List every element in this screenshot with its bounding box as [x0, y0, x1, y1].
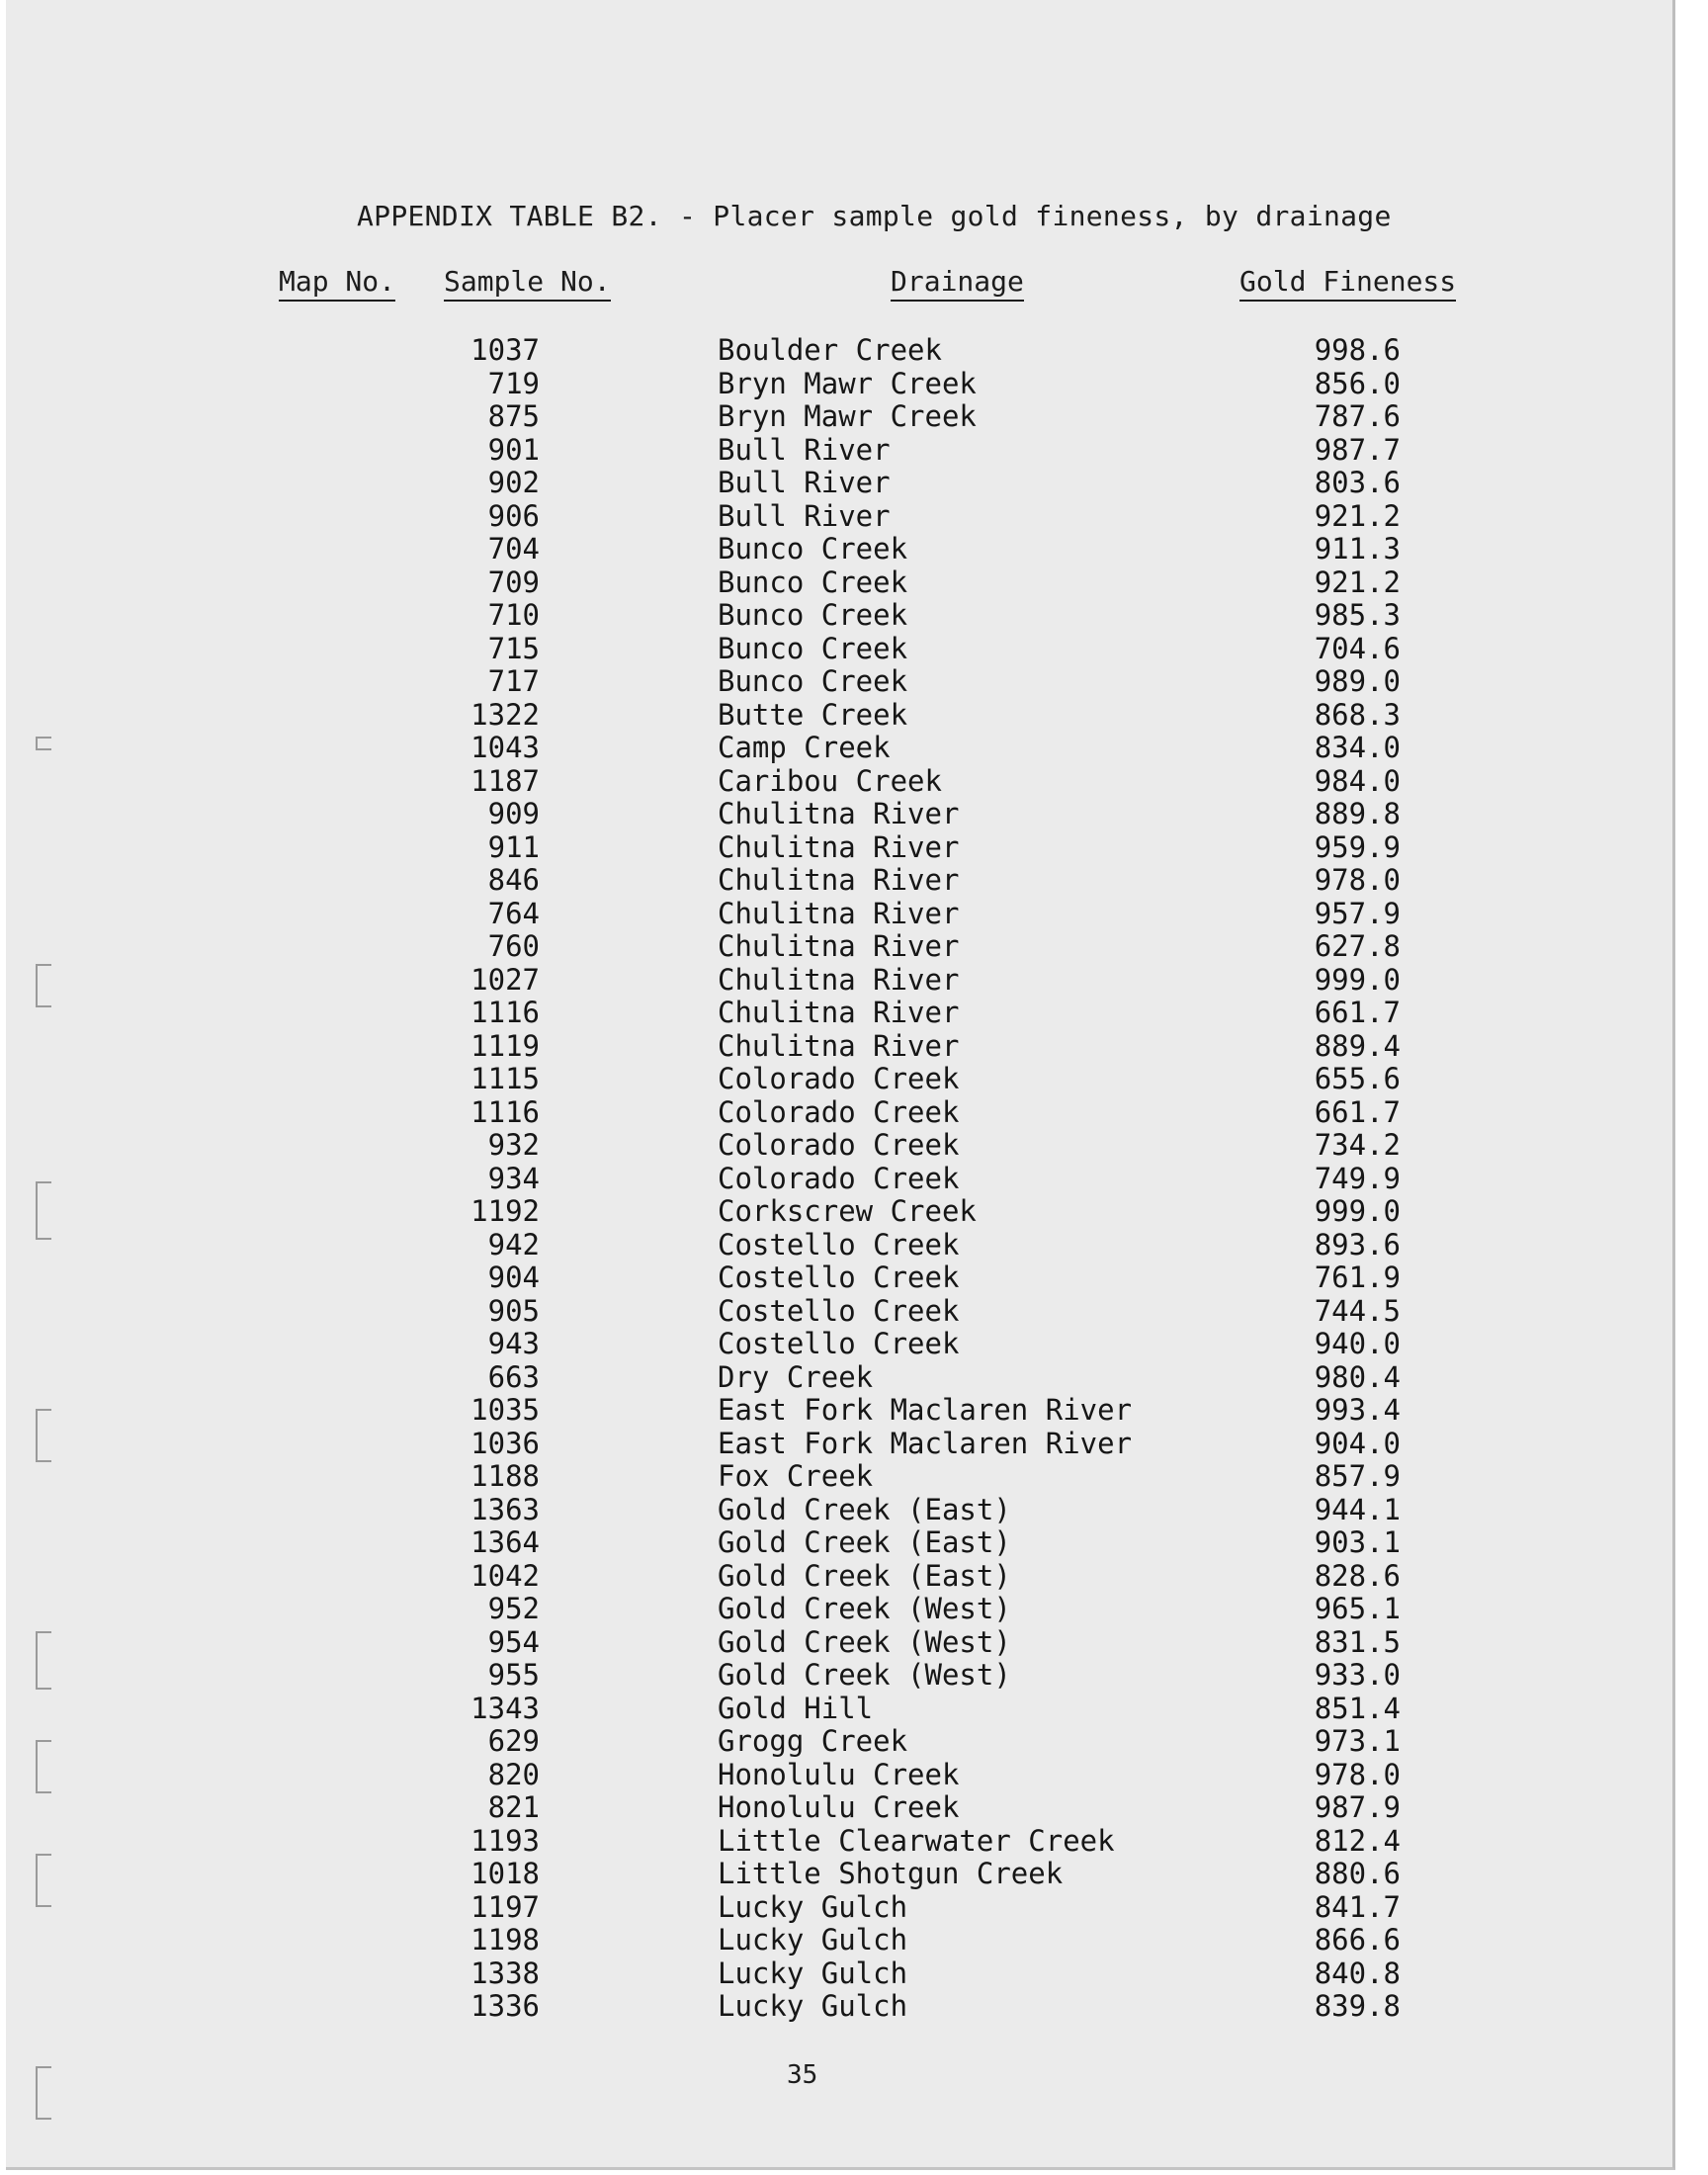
sample-number-cell: 1036: [470, 1426, 540, 1460]
gold-fineness-cell: 933.0: [1314, 1658, 1401, 1692]
drainage-cell: Honolulu Creek: [718, 1757, 960, 1791]
table-row: [6, 533, 1672, 566]
drainage-cell: Colorado Creek: [718, 1094, 960, 1129]
table-row: [6, 1891, 1672, 1925]
gold-fineness-cell: 839.8: [1314, 1989, 1401, 2023]
table-row: [6, 699, 1672, 733]
table-row: [6, 1195, 1672, 1229]
gold-fineness-cell: 984.0: [1314, 763, 1401, 798]
sample-number-cell: 955: [487, 1658, 540, 1692]
drainage-cell: Bryn Mawr Creek: [718, 366, 977, 400]
drainage-cell: Lucky Gulch: [718, 1989, 908, 2023]
sample-number-cell: 1119: [470, 1028, 540, 1063]
sample-number-cell: 1027: [470, 962, 540, 997]
gold-fineness-cell: 965.1: [1314, 1592, 1401, 1625]
binder-mark: [36, 1409, 51, 1462]
gold-fineness-cell: 999.0: [1314, 962, 1401, 997]
drainage-cell: Bryn Mawr Creek: [718, 399, 977, 433]
sample-number-cell: 1336: [470, 1989, 540, 2023]
table-row: [6, 1626, 1672, 1660]
sample-number-cell: 1043: [470, 731, 540, 764]
gold-fineness-cell: 973.1: [1314, 1724, 1401, 1758]
sample-number-cell: 943: [487, 1327, 540, 1360]
drainage-cell: Grogg Creek: [718, 1724, 908, 1758]
sample-number-cell: 904: [487, 1261, 540, 1294]
drainage-cell: Colorado Creek: [718, 1128, 960, 1162]
sample-number-cell: 760: [487, 929, 540, 963]
drainage-cell: Bunco Creek: [718, 664, 908, 698]
drainage-cell: Gold Creek (East): [718, 1525, 1011, 1559]
drainage-cell: Lucky Gulch: [718, 1923, 908, 1957]
gold-fineness-cell: 893.6: [1314, 1227, 1401, 1262]
drainage-cell: East Fork Maclaren River: [718, 1426, 1133, 1460]
table-row: [6, 1693, 1672, 1726]
table-row: [6, 1229, 1672, 1262]
sample-number-cell: 1192: [470, 1194, 540, 1228]
gold-fineness-cell: 980.4: [1314, 1359, 1401, 1394]
drainage-cell: Gold Hill: [718, 1691, 874, 1725]
table-row: [6, 566, 1672, 600]
gold-fineness-cell: 661.7: [1314, 1094, 1401, 1129]
table-row: [6, 798, 1672, 831]
table-title: APPENDIX TABLE B2. - Placer sample gold fineness, by drainage: [357, 200, 1392, 232]
table-row: [6, 334, 1672, 368]
table-row: [6, 1858, 1672, 1891]
sample-number-cell: 942: [487, 1227, 540, 1262]
drainage-cell: Chulitna River: [718, 929, 960, 963]
sample-number-cell: 663: [487, 1359, 540, 1394]
table-row: [6, 400, 1672, 434]
binder-mark: [36, 964, 51, 1007]
drainage-cell: Caribou Creek: [718, 763, 942, 798]
gold-fineness-cell: 903.1: [1314, 1525, 1401, 1559]
drainage-cell: Bull River: [718, 498, 891, 533]
sample-number-cell: 909: [487, 797, 540, 830]
gold-fineness-cell: 911.3: [1314, 532, 1401, 566]
gold-fineness-cell: 857.9: [1314, 1459, 1401, 1493]
gold-fineness-cell: 868.3: [1314, 697, 1401, 732]
gold-fineness-cell: 831.5: [1314, 1624, 1401, 1659]
drainage-cell: Costello Creek: [718, 1227, 960, 1262]
table-row: [6, 864, 1672, 898]
gold-fineness-cell: 998.6: [1314, 333, 1401, 367]
table-row: [6, 1759, 1672, 1792]
sample-number-cell: 906: [487, 498, 540, 533]
sample-number-cell: 1115: [470, 1062, 540, 1095]
sample-number-cell: 820: [487, 1757, 540, 1791]
table-row: [6, 1593, 1672, 1626]
column-header-gold-fineness: Gold Fineness: [1239, 265, 1456, 302]
gold-fineness-cell: 940.0: [1314, 1327, 1401, 1360]
drainage-cell: Bunco Creek: [718, 565, 908, 599]
table-row: [6, 633, 1672, 666]
table-row: [6, 1494, 1672, 1527]
sample-number-cell: 934: [487, 1161, 540, 1195]
sample-number-cell: 715: [487, 631, 540, 665]
drainage-cell: Gold Creek (East): [718, 1558, 1011, 1593]
sample-number-cell: 1363: [470, 1492, 540, 1526]
table-row: [6, 1825, 1672, 1859]
binder-mark: [36, 1740, 51, 1793]
gold-fineness-cell: 704.6: [1314, 631, 1401, 665]
drainage-cell: Bunco Creek: [718, 631, 908, 665]
drainage-cell: Chulitna River: [718, 996, 960, 1029]
sample-number-cell: 1197: [470, 1889, 540, 1924]
sample-number-cell: 902: [487, 466, 540, 499]
binder-mark: [36, 1181, 51, 1240]
drainage-cell: Gold Creek (East): [718, 1492, 1011, 1526]
table-row: [6, 1063, 1672, 1096]
column-header-sample-no: Sample No.: [444, 265, 611, 302]
document-page: [6, 0, 1675, 2170]
sample-number-cell: 911: [487, 829, 540, 864]
sample-number-cell: 821: [487, 1790, 540, 1824]
drainage-cell: Costello Creek: [718, 1327, 960, 1360]
sample-number-cell: 875: [487, 399, 540, 433]
drainage-cell: Costello Creek: [718, 1293, 960, 1328]
table-row: [6, 1428, 1672, 1461]
gold-fineness-cell: 828.6: [1314, 1558, 1401, 1593]
drainage-cell: Little Clearwater Creek: [718, 1823, 1115, 1858]
table-row: [6, 500, 1672, 534]
gold-fineness-cell: 627.8: [1314, 929, 1401, 963]
table-row: [6, 1129, 1672, 1163]
drainage-cell: Lucky Gulch: [718, 1889, 908, 1924]
binder-mark: [36, 737, 51, 750]
table-row: [6, 1725, 1672, 1759]
gold-fineness-cell: 734.2: [1314, 1128, 1401, 1162]
drainage-cell: Chulitna River: [718, 1028, 960, 1063]
gold-fineness-cell: 840.8: [1314, 1956, 1401, 1990]
table-row: [6, 898, 1672, 931]
gold-fineness-cell: 749.9: [1314, 1161, 1401, 1195]
sample-number-cell: 954: [487, 1624, 540, 1659]
drainage-cell: Colorado Creek: [718, 1062, 960, 1095]
table-row: [6, 1030, 1672, 1064]
table-row: [6, 665, 1672, 699]
sample-number-cell: 1116: [470, 1094, 540, 1129]
table-row: [6, 467, 1672, 500]
sample-number-cell: 846: [487, 863, 540, 897]
table-row: [6, 1262, 1672, 1295]
gold-fineness-cell: 957.9: [1314, 896, 1401, 930]
drainage-cell: Boulder Creek: [718, 333, 942, 367]
gold-fineness-cell: 978.0: [1314, 1757, 1401, 1791]
drainage-cell: Bull River: [718, 466, 891, 499]
table-row: [6, 1295, 1672, 1329]
table-row: [6, 1394, 1672, 1428]
page-number: 35: [787, 2060, 818, 2090]
gold-fineness-cell: 978.0: [1314, 863, 1401, 897]
sample-number-cell: 1343: [470, 1691, 540, 1725]
drainage-cell: Bunco Creek: [718, 598, 908, 632]
sample-number-cell: 1338: [470, 1956, 540, 1990]
gold-fineness-cell: 661.7: [1314, 996, 1401, 1029]
drainage-cell: Bunco Creek: [718, 532, 908, 566]
table-row: [6, 1990, 1672, 2024]
drainage-cell: Colorado Creek: [718, 1161, 960, 1195]
gold-fineness-cell: 803.6: [1314, 466, 1401, 499]
sample-number-cell: 704: [487, 532, 540, 566]
gold-fineness-cell: 856.0: [1314, 366, 1401, 400]
gold-fineness-cell: 761.9: [1314, 1261, 1401, 1294]
sample-number-cell: 1198: [470, 1923, 540, 1957]
table-row: [6, 368, 1672, 401]
drainage-cell: East Fork Maclaren River: [718, 1393, 1133, 1427]
column-header-drainage: Drainage: [891, 265, 1024, 302]
gold-fineness-cell: 985.3: [1314, 598, 1401, 632]
binder-mark: [36, 2066, 51, 2120]
sample-number-cell: 717: [487, 664, 540, 698]
table-row: [6, 599, 1672, 633]
sample-number-cell: 719: [487, 366, 540, 400]
drainage-cell: Corkscrew Creek: [718, 1194, 977, 1228]
drainage-cell: Gold Creek (West): [718, 1658, 1011, 1692]
table-body: [6, 334, 1672, 2024]
gold-fineness-cell: 987.9: [1314, 1790, 1401, 1824]
sample-number-cell: 1035: [470, 1393, 540, 1427]
drainage-cell: Camp Creek: [718, 731, 891, 764]
gold-fineness-cell: 921.2: [1314, 498, 1401, 533]
column-header-map-no: Map No.: [279, 265, 395, 302]
drainage-cell: Bull River: [718, 432, 891, 467]
table-row: [6, 1958, 1672, 1991]
gold-fineness-cell: 880.6: [1314, 1857, 1401, 1890]
gold-fineness-cell: 959.9: [1314, 829, 1401, 864]
sample-number-cell: 1188: [470, 1459, 540, 1493]
drainage-cell: Chulitna River: [718, 863, 960, 897]
table-row: [6, 831, 1672, 865]
binder-mark: [36, 1854, 51, 1907]
table-row: [6, 1096, 1672, 1130]
gold-fineness-cell: 866.6: [1314, 1923, 1401, 1957]
drainage-cell: Chulitna River: [718, 962, 960, 997]
table-row: [6, 1163, 1672, 1196]
gold-fineness-cell: 787.6: [1314, 399, 1401, 433]
sample-number-cell: 1187: [470, 763, 540, 798]
sample-number-cell: 1193: [470, 1823, 540, 1858]
sample-number-cell: 1116: [470, 996, 540, 1029]
table-row: [6, 964, 1672, 998]
table-row: [6, 1560, 1672, 1594]
drainage-cell: Fox Creek: [718, 1459, 874, 1493]
drainage-cell: Gold Creek (West): [718, 1592, 1011, 1625]
gold-fineness-cell: 889.8: [1314, 797, 1401, 830]
gold-fineness-cell: 999.0: [1314, 1194, 1401, 1228]
drainage-cell: Little Shotgun Creek: [718, 1857, 1064, 1890]
table-row: [6, 1791, 1672, 1825]
drainage-cell: Lucky Gulch: [718, 1956, 908, 1990]
binder-mark: [36, 1631, 51, 1690]
table-row: [6, 1526, 1672, 1560]
drainage-cell: Butte Creek: [718, 697, 908, 732]
sample-number-cell: 1042: [470, 1558, 540, 1593]
gold-fineness-cell: 987.7: [1314, 432, 1401, 467]
table-row: [6, 1924, 1672, 1958]
drainage-cell: Costello Creek: [718, 1261, 960, 1294]
sample-number-cell: 709: [487, 565, 540, 599]
drainage-cell: Gold Creek (West): [718, 1624, 1011, 1659]
drainage-cell: Dry Creek: [718, 1359, 874, 1394]
gold-fineness-cell: 921.2: [1314, 565, 1401, 599]
sample-number-cell: 901: [487, 432, 540, 467]
table-row: [6, 732, 1672, 765]
drainage-cell: Chulitna River: [718, 797, 960, 830]
gold-fineness-cell: 841.7: [1314, 1889, 1401, 1924]
drainage-cell: Chulitna River: [718, 896, 960, 930]
table-row: [6, 1460, 1672, 1494]
table-row: [6, 1361, 1672, 1395]
gold-fineness-cell: 851.4: [1314, 1691, 1401, 1725]
sample-number-cell: 952: [487, 1592, 540, 1625]
sample-number-cell: 1018: [470, 1857, 540, 1890]
gold-fineness-cell: 904.0: [1314, 1426, 1401, 1460]
sample-number-cell: 1322: [470, 697, 540, 732]
table-row: [6, 930, 1672, 964]
table-row: [6, 434, 1672, 468]
table-row: [6, 1659, 1672, 1693]
drainage-cell: Honolulu Creek: [718, 1790, 960, 1824]
gold-fineness-cell: 989.0: [1314, 664, 1401, 698]
sample-number-cell: 905: [487, 1293, 540, 1328]
sample-number-cell: 932: [487, 1128, 540, 1162]
gold-fineness-cell: 812.4: [1314, 1823, 1401, 1858]
gold-fineness-cell: 655.6: [1314, 1062, 1401, 1095]
gold-fineness-cell: 744.5: [1314, 1293, 1401, 1328]
sample-number-cell: 710: [487, 598, 540, 632]
table-row: [6, 765, 1672, 799]
sample-number-cell: 629: [487, 1724, 540, 1758]
gold-fineness-cell: 834.0: [1314, 731, 1401, 764]
drainage-cell: Chulitna River: [718, 829, 960, 864]
table-row: [6, 997, 1672, 1030]
sample-number-cell: 1037: [470, 333, 540, 367]
gold-fineness-cell: 993.4: [1314, 1393, 1401, 1427]
gold-fineness-cell: 889.4: [1314, 1028, 1401, 1063]
table-row: [6, 1328, 1672, 1361]
sample-number-cell: 1364: [470, 1525, 540, 1559]
gold-fineness-cell: 944.1: [1314, 1492, 1401, 1526]
sample-number-cell: 764: [487, 896, 540, 930]
